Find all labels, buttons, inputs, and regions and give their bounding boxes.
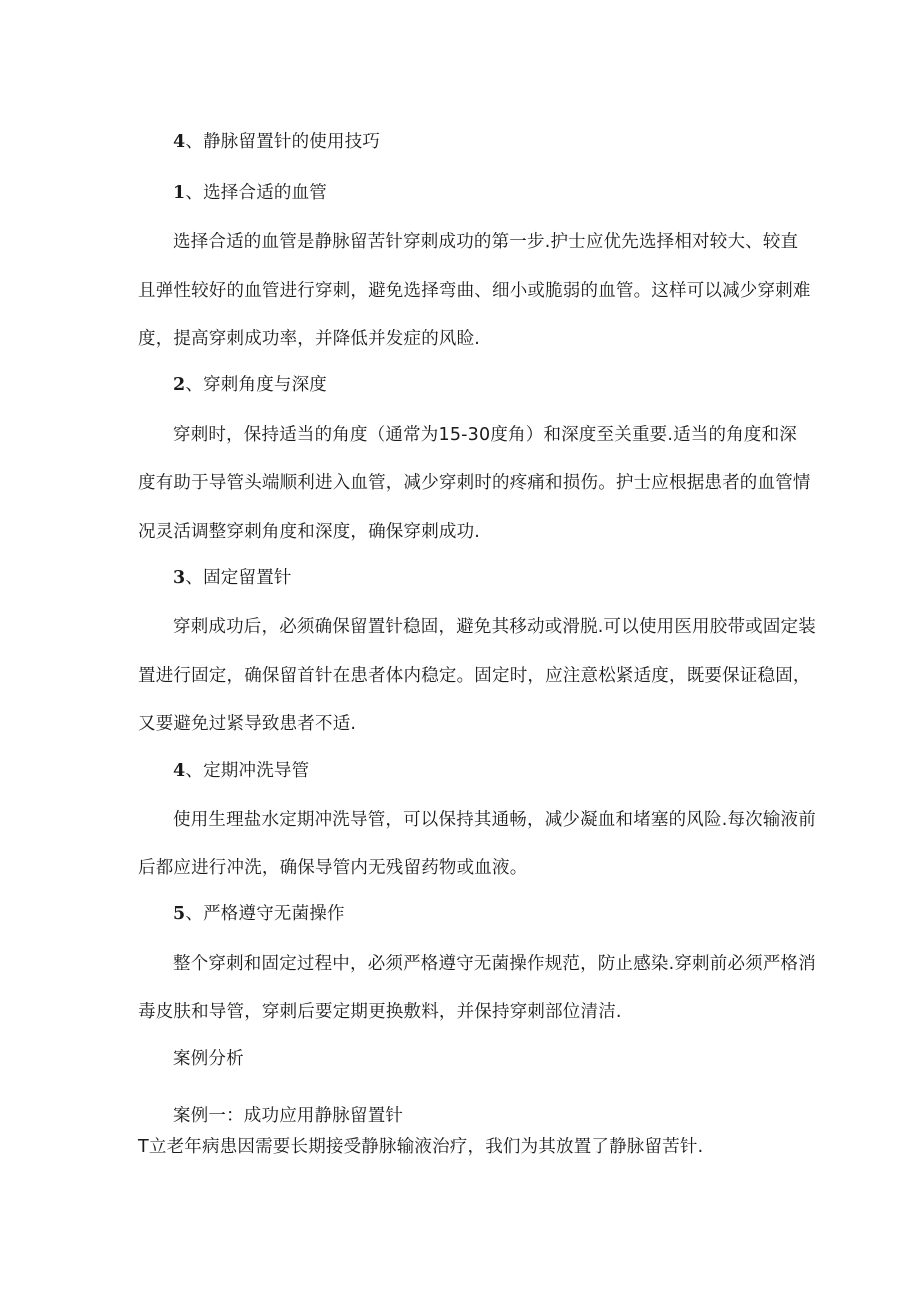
case-1-text: T立老年病患因需要长期接受静脉输液治疗，我们为其放置了静脉留苦针. [138,1137,704,1157]
paragraph-line: 又要避免过紧导致患者不适. [138,714,357,734]
section-3-heading: 3、固定留置针 [173,568,292,588]
section-4-heading: 4、定期冲洗导管 [173,761,310,781]
paragraph-line: 置进行固定，确保留首针在患者体内稳定。固定时，应注意松紧适度，既要保证稳固， [138,666,811,686]
paragraph-line: 选择合适的血管是静脉留苦针穿刺成功的第一步.护士应优先选择相对较大、较直 [173,232,799,252]
section-5-heading: 5、严格遵守无菌操作 [173,904,345,924]
case-1-title: 案例一：成功应用静脉留置针 [173,1106,404,1126]
document-title [173,130,380,154]
paragraph-line: 度，提高穿刺成功率，并降低并发症的风睑. [138,329,481,349]
title-text: 、静脉留置针的使用技巧 [185,132,381,152]
paragraph-line: 穿刺时，保持适当的角度（通常为15-30度角）和深度至关重要.适当的角度和深 [173,425,798,445]
paragraph-line: 整个穿刺和固定过程中，必须严格遵守无菌操作规范，防止感染.穿刺前必须严格消 [173,954,816,974]
paragraph-line: 后都应进行冲洗，确保导管内无残留药物或血液。 [138,858,528,878]
paragraph-line: 度有助于导管头端顺利进入血管，减少穿刺时的疼痛和损伤。护士应根据患者的血管情 [138,473,811,493]
paragraph-line: 况灵活调整穿刺角度和深度，确保穿刺成功. [138,522,481,542]
paragraph-line: 且弹性较好的血管进行穿刺，避免选择弯曲、细小或脆弱的血管。这样可以减少穿刺难 [138,281,811,301]
case-analysis-heading: 案例分析 [173,1049,244,1069]
paragraph-line: 毒皮肤和导管，穿刺后要定期更换敷料，并保持穿刺部位清洁. [138,1002,622,1022]
title-number: 4 [173,132,186,152]
paragraph-line: 使用生理盐水定期冲洗导管，可以保持其通畅，减少凝血和堵塞的风险.每次输液前 [173,810,816,830]
paragraph-line: 穿刺成功后，必须确保留置针稳固，避免其移动或滑脱.可以使用医用胶带或固定装 [173,617,816,637]
section-2-heading: 2、穿刺角度与深度 [173,375,327,395]
section-1-heading: 1、选择合适的血管 [173,183,327,203]
